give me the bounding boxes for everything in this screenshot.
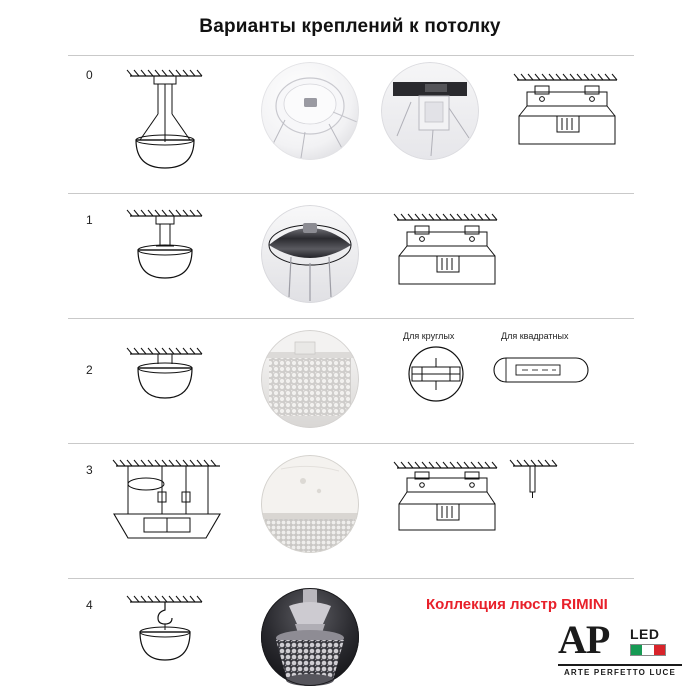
schematic-flush-dome	[110, 340, 220, 418]
logo-mark: AP	[558, 617, 610, 662]
row-divider	[68, 443, 634, 444]
row-divider	[68, 55, 634, 56]
photo-bracket-detail	[381, 62, 479, 160]
schematic-rectangular-pendant	[100, 452, 236, 562]
caption-round-bracket: Для круглых	[403, 331, 455, 341]
photo-square-canopy-crystal	[261, 455, 359, 553]
brand-logo	[558, 614, 682, 688]
row-number-0: 0	[86, 68, 93, 82]
row-number-2: 2	[86, 363, 93, 377]
row-divider	[68, 318, 634, 319]
photo-round-canopy	[261, 62, 359, 160]
photo-crystal-flush	[261, 330, 359, 428]
logo-tagline: ARTE PERFETTO LUCE	[563, 668, 677, 677]
schematic-rectangular-plate	[385, 452, 509, 552]
schematic-round-bracket	[396, 344, 476, 404]
schematic-screw	[505, 452, 565, 522]
row-divider	[68, 193, 634, 194]
logo-divider	[558, 664, 682, 666]
caption-square-bracket: Для квадратных	[501, 331, 569, 341]
page-title: Варианты креплений к потолку	[199, 16, 501, 37]
schematic-hook-bowl	[110, 588, 220, 674]
row-divider	[68, 578, 634, 579]
schematic-mounting-plate	[385, 202, 509, 306]
italy-flag-icon	[630, 644, 666, 656]
row-number-4: 4	[86, 598, 93, 612]
row-number-3: 3	[86, 463, 93, 477]
schematic-pendant-bowl	[110, 62, 220, 174]
logo-led-text: LED	[630, 626, 660, 642]
schematic-semi-flush-bowl	[110, 202, 220, 302]
schematic-square-bracket	[492, 348, 592, 400]
photo-chandelier-hook	[261, 588, 359, 686]
row-number-1: 1	[86, 213, 93, 227]
schematic-mounting-plate	[505, 62, 629, 172]
collection-label: Коллекция люстр RIMINI	[426, 596, 608, 613]
photo-chrome-canopy	[261, 205, 359, 303]
